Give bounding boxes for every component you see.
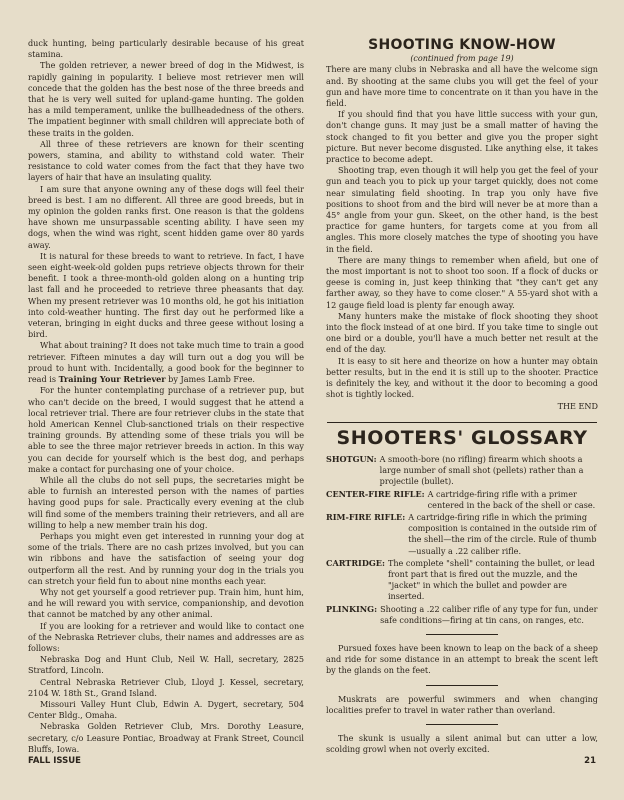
issue-label: FALL ISSUE: [28, 756, 81, 766]
divider: [426, 634, 498, 635]
club-address: Nebraska Dog and Hunt Club, Neil W. Hall, secretary, 2825 Stratford, Lincoln.: [28, 654, 304, 676]
text: by James Lamb Free.: [165, 374, 255, 385]
glossary-definition: A cartridge-firing rifle in which the priming composition is contained in the outside rim of the shell—the rim of the circle. Rule of thumb—usually a .22 caliber rifle.: [408, 511, 597, 556]
glossary-term: SHOTGUN:: [326, 453, 377, 464]
glossary-title: SHOOTERS' GLOSSARY: [336, 426, 588, 449]
paragraph: It is easy to sit here and theorize on how a hunter may obtain better results, but in the end it is still up to the shooter. Practice is definitely the key, and without it the door to becoming a good shot is tightly locked.: [326, 355, 598, 400]
continued-note: (continued from page 19): [410, 54, 514, 64]
paragraph: All three of these retrievers are known for their scenting powers, stamina, and ability to withstand cold water. Their resistance to cold water comes from the fact that they have two layers of hair that have an insulating quality.: [28, 138, 304, 183]
paragraph: Shooting trap, even though it will help you get the feel of your gun and teach you to pick up your target quickly, does not come near simulating field shooting. In trap you only have five positions to shoot from and the bird will never be at more than a 45° angle from your gun. Skeet, on the other hand, is the best practice for game hunters, for targets come at you from all angles. This more closely matches the type of shooting you have in the field.: [326, 165, 598, 254]
club-address: Missouri Valley Hunt Club, Edwin A. Dygert, secretary, 504 Center Bldg., Omaha.: [28, 698, 304, 721]
divider: [327, 422, 597, 423]
glossary-term: CARTRIDGE:: [326, 557, 385, 568]
paragraph: Perhaps you might even get interested in running your dog at some of the trials. There are no cash prizes involved, but you can win ribbons and have the satisfaction of seeing your dog outperform all the rest. And by running your dog in the trials you can stretch your field fun to about nine months each year.: [28, 530, 304, 586]
glossary-definition: A smooth-bore (no rifling) firearm which shoots a large number of small shot (pellets) rather than a projectile (bullet).: [379, 453, 584, 487]
glossary-definition: Shooting a .22 caliber rifle of any type for fun, under safe conditions—firing at tin cans, on ranges, etc.: [380, 603, 598, 625]
filler-note: Muskrats are powerful swimmers and when changing localities prefer to travel in water rather than overland.: [326, 693, 598, 715]
divider: [426, 685, 498, 686]
glossary-term: RIM-FIRE RIFLE:: [326, 511, 406, 522]
filler-note: Pursued foxes have been known to leap on the back of a sheep and ride for some distance in an attempt to break the scent left by the glands on the feet.: [326, 642, 598, 676]
the-end-marker: THE END: [557, 400, 598, 411]
paragraph: I am sure that anyone owning any of these dogs will feel their breed is best. I am no different. All three are good breeds, but in my opinion the golden ranks first. One reason is that the goldens have shown me unsurpassable scenting ability. I have seen my dogs, when the wind was right, scent hidden game over 80 yards away.: [28, 183, 304, 250]
glossary-definition: A cartridge-firing rifle with a primer centered in the back of the shell or case.: [427, 488, 596, 510]
club-address: Central Nebraska Retriever Club, Lloyd J. Kessel, secretary, 2104 W. 18th St., Grand Island.: [28, 676, 304, 698]
glossary-entry: [326, 558, 598, 603]
paragraph: For the hunter contemplating purchase of a retriever pup, but who can't decide on the breed, I would suggest that he attend a local retriever trial. There are four retriever clubs in the state that hold American Kennel Club-sanctioned trials on their respective training grounds. By attending some of these trials you will be able to see the three major retriever breeds in action. In this way you can decide for yourself which is the best dog, and perhaps make a contact for purchasing one of your choice.: [28, 385, 304, 474]
filler-note: The skunk is usually a silent animal but can utter a low, scolding growl when not overly excited.: [326, 732, 598, 755]
glossary-entry: [326, 489, 598, 511]
glossary-term: PLINKING:: [326, 603, 378, 614]
paragraph: If you are looking for a retriever and would like to contact one of the Nebraska Retriever clubs, their names and addresses are as follows:: [28, 620, 304, 653]
club-address: Nebraska Golden Retriever Club, Mrs. Dorothy Leasure, secretary, c/o Leasure Pontiac, Broadway at Frank Street, Council Bluffs, Iowa.: [28, 721, 304, 754]
paragraph: While all the clubs do not sell pups, the secretaries might be able to furnish an interested person with the names of parties having good pups for sale. Practically every evening at the club will find some of the members training their retrievers, and all are willing to help a new member train his dog.: [28, 474, 304, 530]
article-title: SHOOTING KNOW-HOW: [368, 37, 556, 53]
book-title: Training Your Retriever: [58, 374, 166, 385]
page-number: 21: [584, 756, 596, 766]
paragraph-training: [28, 340, 304, 385]
article-left-column: [28, 38, 304, 755]
paragraph: There are many things to remember when afield, but one of the most important is not to shoot too soon. If a flock of ducks or geese is coming in, just keep thinking that "they can't get any farther away, so they have to come closer." A 55-yard shot with a 12 gauge field load is plenty far enough away.: [326, 254, 598, 310]
glossary-definition: The complete "shell" containing the bullet, or lead front part that is fired out the muzzle, and the "jacket" in which the bullet and powder are inserted.: [387, 557, 595, 602]
paragraph: It is natural for these breeds to want to retrieve. In fact, I have seen eight-week-old golden pups retrieve objects thrown for their benefit. I took a three-month-old golden along on a hunting trip last fall and he proceeded to retrieve three pheasants that day. When my present retriever was 10 months old, he got his initiation into cold-weather hunting. The first day out he performed like a veteran, bringing in eight ducks and three geese without losing a bird.: [28, 250, 304, 340]
paragraph: Many hunters make the mistake of flock shooting they shoot into the flock instead of at one bird. If you take time to single out one bird or a double, you'll have a much better net result at the end of the day.: [326, 310, 598, 355]
article-right-column: [326, 37, 598, 755]
paragraph: Why not get yourself a good retriever pup. Train him, hunt him, and he will reward you with service, companionship, and devotion that cannot be matched by any other animal.: [28, 586, 304, 620]
paragraph: The golden retriever, a newer breed of dog in the Midwest, is rapidly gaining in popularity. I believe most retriever men will concede that the golden has the best nose of the three breeds and that he is very well suited for upland-game hunting. The golden has a mild temperament, unlike the bullheadedness of the others. The impatient beginner with small children will appreciate both of these traits in the golden.: [28, 60, 304, 138]
glossary-term: CENTER-FIRE RIFLE:: [326, 488, 425, 499]
glossary-entry: [326, 512, 598, 557]
paragraph: duck hunting, being particularly desirable because of his great stamina.: [28, 38, 304, 60]
glossary-entry: [326, 604, 598, 626]
glossary-entry: [326, 454, 598, 488]
paragraph: There are many clubs in Nebraska and all have the welcome sign and. By shooting at the same clubs you will get the feel of your gun and have more time to concentrate on it than you have in the field.: [326, 64, 598, 109]
paragraph: If you should find that you have little success with your gun, don't change guns. It may just be a small matter of having the stock changed to fit you better and give you the proper sight picture. But never become disgusted. Like anything else, it takes practice to become adept.: [326, 109, 598, 165]
glossary-list: [326, 454, 598, 626]
divider: [426, 724, 498, 725]
text: What about training? It does not take much time to train a good retriever. Fifteen minutes a day will turn out a dog you will be proud to hunt with. Incidentally, a good book for the beginner to read is: [28, 340, 304, 385]
